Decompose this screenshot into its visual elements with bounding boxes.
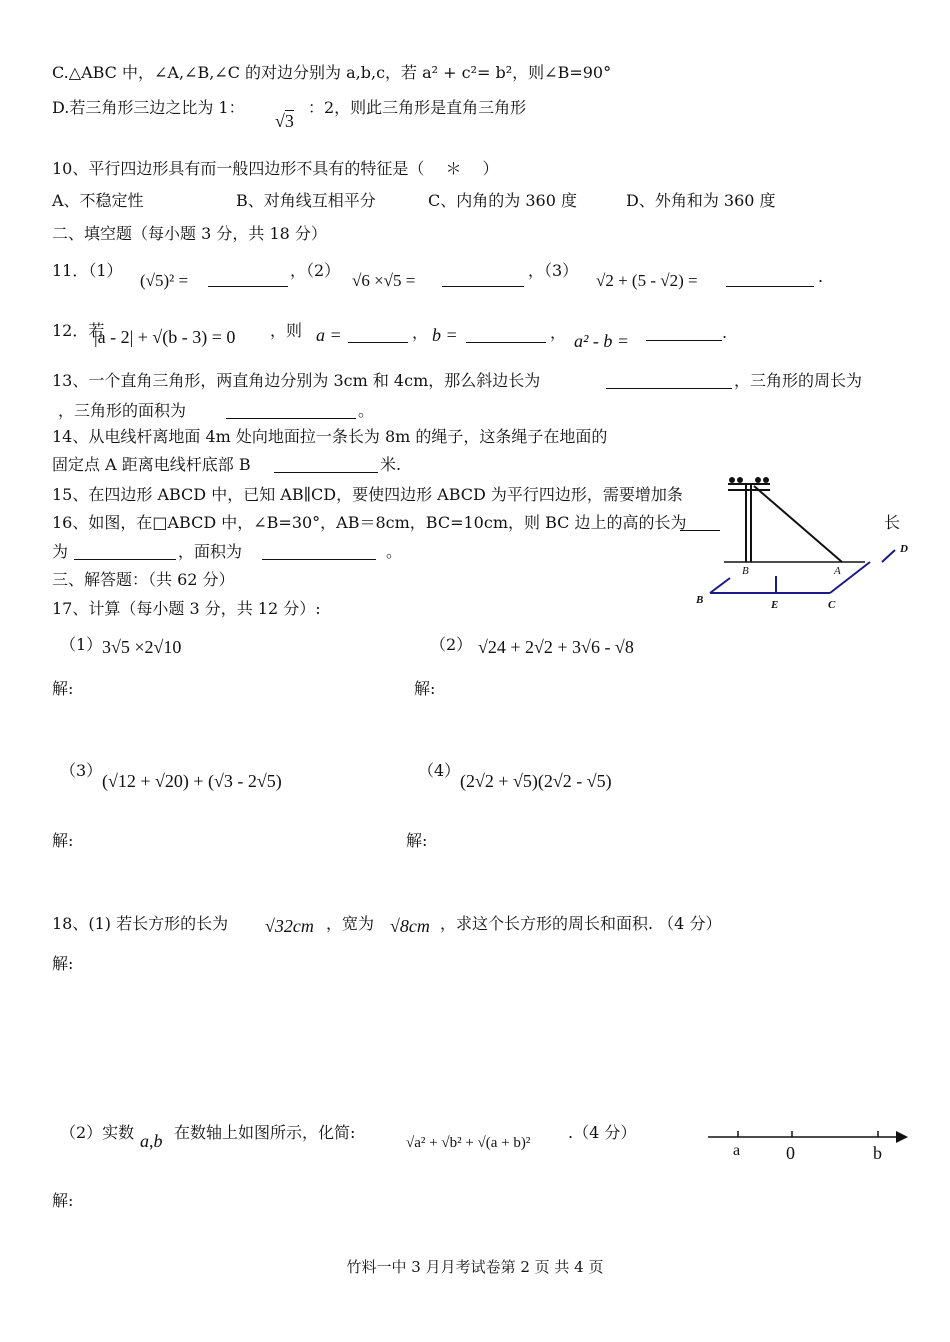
page-footer: 竹料一中 3 月月考试卷第 2 页 共 4 页 xyxy=(346,1258,604,1276)
q11-sep-2: ，（2） xyxy=(290,261,341,280)
q18-p1-mid: ，宽为 xyxy=(326,914,375,933)
q9-option-d xyxy=(52,97,245,119)
q10-option-d: D、外角和为 360 度 xyxy=(626,191,776,210)
q10-option-a: A、不稳定性 xyxy=(52,191,144,210)
q9-option-d-prefix: D.若三角形三边之比为 1： xyxy=(52,98,245,117)
q13-blank-area[interactable] xyxy=(226,402,356,425)
q12-blank-c[interactable] xyxy=(646,324,722,347)
q17-p3-label: （3） xyxy=(60,761,103,780)
q11-label: 11．（1） xyxy=(52,261,123,280)
q9-option-c: C.△ABC 中，∠A,∠B,∠C 的对边分别为 a,b,c，若 a² + c²= b²，则∠B=90° xyxy=(52,63,612,82)
q16-blank-height[interactable] xyxy=(680,514,720,537)
q18-answer-1: 解: xyxy=(52,954,74,973)
q10-stem: 10、平行四边形具有而一般四边形不具有的特征是（ ＊ ） xyxy=(52,159,499,178)
q12-end: . xyxy=(722,323,728,342)
pole-label-a: A xyxy=(834,565,841,577)
q17-answer-4: 解: xyxy=(406,831,428,850)
q12-comma-1: ， xyxy=(412,323,429,342)
q12-b-equals: b = xyxy=(432,325,458,345)
q14-line-2: 固定点 A 距离电线杆底部 B xyxy=(52,455,251,474)
q18-p1-prefix: 18、(1) 若长方形的长为 xyxy=(52,914,229,933)
q16-end: 。 xyxy=(386,542,403,561)
number-line xyxy=(700,1122,915,1172)
q9-option-d-radicand: 3 xyxy=(284,111,294,131)
q18-p1-end: ，求这个长方形的周长和面积. （4 分） xyxy=(440,914,722,933)
label-zero: 0 xyxy=(786,1143,795,1163)
q17-answer-3: 解: xyxy=(52,831,74,850)
q11-part3-expr: √2 + (5 - √2) = xyxy=(596,271,698,290)
q14-blank[interactable] xyxy=(274,456,378,479)
q12-a-equals: a = xyxy=(316,325,342,345)
q17-p1-label: （1） xyxy=(60,635,103,654)
q16-line-2b: ，面积为 xyxy=(178,542,243,561)
q12-condition: |a - 2| + √(b - 3) = 0 xyxy=(94,327,236,347)
q18-p1-length: √32cm xyxy=(265,916,314,936)
edge-cd xyxy=(830,562,870,593)
edge-ba xyxy=(710,578,730,593)
q11-part2-expr: √6 ×√5 = xyxy=(352,271,416,290)
q10-option-b: B、对角线互相平分 xyxy=(236,191,376,210)
q17-p3-expr: (√12 + √20) + (√3 - 2√5) xyxy=(102,771,282,791)
q11-end: . xyxy=(818,267,824,286)
section-2-heading: 二、填空题（每小题 3 分，共 18 分） xyxy=(52,224,327,243)
para-label-c: C xyxy=(828,599,836,611)
q13-line-2: ，三角形的面积为 xyxy=(58,401,187,420)
q12-blank-b[interactable] xyxy=(466,326,546,349)
q10-option-c: C、内角的为 360 度 xyxy=(428,191,577,210)
q17-answer-2: 解: xyxy=(414,679,436,698)
q16-line-1: 16、如图，在□ABCD 中，∠B=30°，AB＝8cm，BC=10cm，则 BC 边上的高的长为 xyxy=(52,513,687,532)
q13-line-1: 13、一个直角三角形，两直角边分别为 3cm 和 4cm，那么斜边长为 xyxy=(52,371,541,390)
q16-line-2a: 为 xyxy=(52,542,69,561)
label-b: b xyxy=(873,1143,882,1163)
number-line-arrow xyxy=(896,1131,908,1143)
q9-option-d-radical: √3 xyxy=(275,111,294,131)
q17-answer-1: 解: xyxy=(52,679,74,698)
q12-comma-2: ， xyxy=(550,323,567,342)
q11-blank-1[interactable] xyxy=(208,270,288,293)
q12-a2-minus-b: a² - b = xyxy=(574,331,630,351)
q11-sep-3: ，（3） xyxy=(528,261,579,280)
label-a: a xyxy=(733,1142,741,1159)
para-label-d: D xyxy=(900,543,908,555)
q13-blank-hyp[interactable] xyxy=(606,372,732,395)
para-label-b: B xyxy=(696,594,704,606)
q17-p1-expr: 3√5 ×2√10 xyxy=(102,637,182,657)
section-3-heading: 三、解答题：（共 62 分） xyxy=(52,570,235,589)
q18-p2-label: （2）实数 xyxy=(60,1123,135,1142)
q17-stem: 17、计算（每小题 3 分，共 12 分）: xyxy=(52,599,321,618)
q18-p2-vars: a,b xyxy=(140,1131,163,1151)
q14-line-1: 14、从电线杆离地面 4m 处向地面拉一条长为 8m 的绳子，这条绳子在地面的 xyxy=(52,427,608,446)
q11-part1-expr: (√5)² = xyxy=(140,271,189,290)
pole-label-b: B xyxy=(742,565,749,577)
q13-end: 。 xyxy=(358,401,375,420)
q9-option-d-suffix: ：2，则此三角形是直角三角形 xyxy=(308,98,527,117)
q17-p2-expr: √24 + 2√2 + 3√6 - √8 xyxy=(478,637,634,657)
parallelogram-figure xyxy=(690,540,920,620)
q18-answer-2: 解: xyxy=(52,1191,74,1210)
q16-blank-area[interactable] xyxy=(262,543,376,566)
q11-blank-3[interactable] xyxy=(726,270,814,293)
q17-p4-expr: (2√2 + √5)(2√2 - √5) xyxy=(460,771,612,791)
q12-blank-a[interactable] xyxy=(348,326,408,349)
q16-edge-char: 长 xyxy=(884,513,901,532)
q12-then: ，则 xyxy=(270,321,303,340)
q16-blank-2[interactable] xyxy=(74,543,176,566)
insulators xyxy=(729,477,769,483)
q15-text: 15、在四边形 ABCD 中，已知 AB∥CD，要使四边形 ABCD 为平行四边形，需要增加条 xyxy=(52,485,683,504)
q14-unit: 米. xyxy=(380,455,402,474)
edge-d-tip xyxy=(882,550,895,562)
q11-blank-2[interactable] xyxy=(442,270,524,293)
para-label-e: E xyxy=(771,599,779,611)
q13-line-1b: ，三角形的周长为 xyxy=(734,371,863,390)
q18-p2-mid: 在数轴上如图所示，化简: xyxy=(174,1123,356,1142)
q18-p2-end: .（4 分） xyxy=(568,1123,637,1142)
q18-p2-expr: √a² + √b² + √(a + b)² xyxy=(406,1135,531,1151)
q18-p1-width: √8cm xyxy=(390,916,430,936)
q17-p2-label: （2） xyxy=(430,635,473,654)
q12-label: 12．若 xyxy=(52,321,105,340)
q17-p4-label: （4） xyxy=(418,761,461,780)
